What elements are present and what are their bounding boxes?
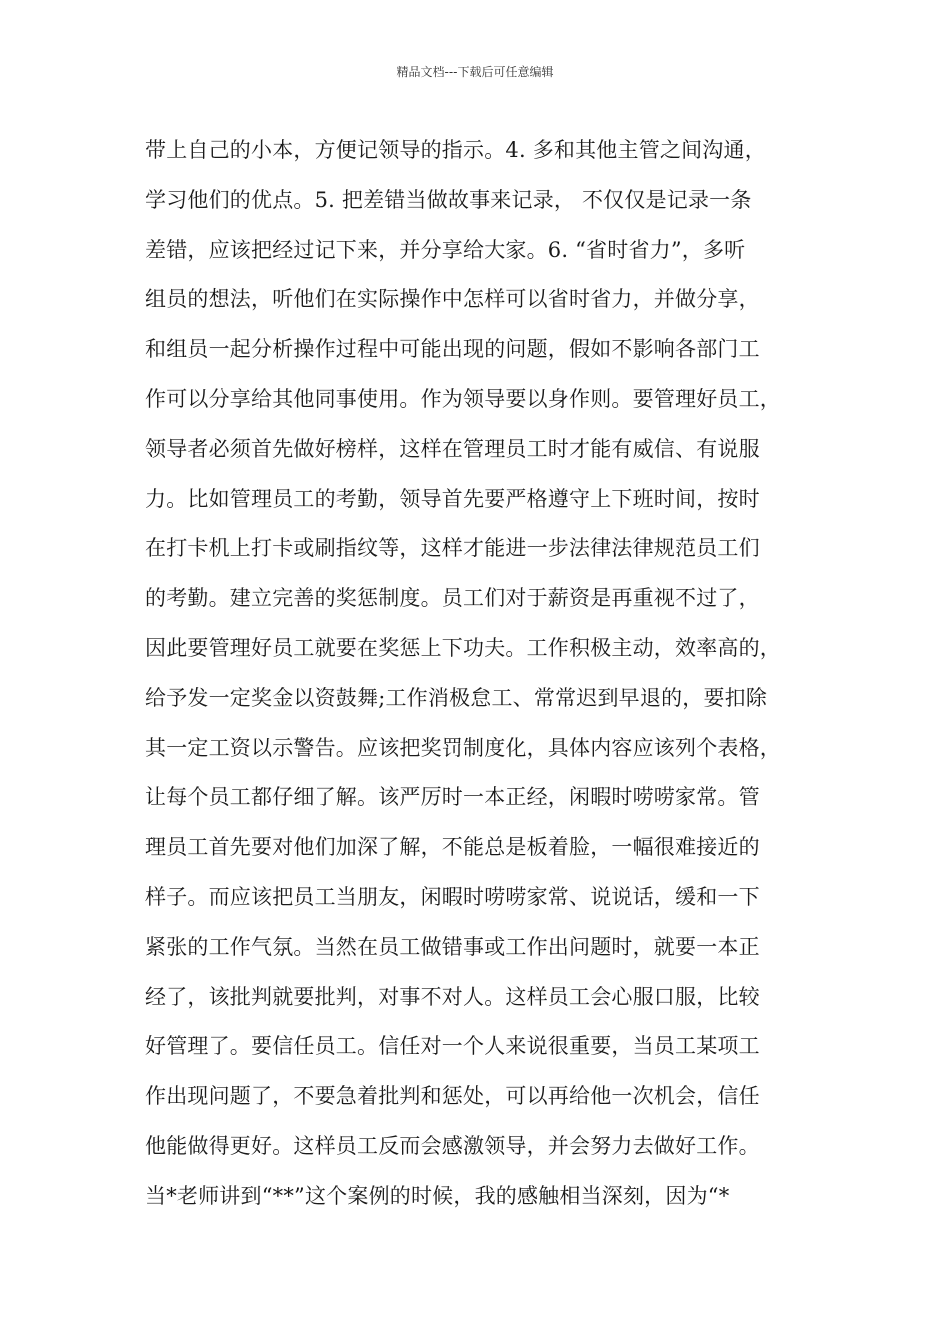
text-line: 组员的想法，听他们在实际操作中怎样可以省时省力，并做分享， — [145, 287, 760, 312]
body-text — [145, 126, 820, 1222]
text-line: 紧张的工作气氛。当然在员工做错事或工作出问题时，就要一本正 — [145, 934, 760, 959]
text-line: 给予发一定奖金以资鼓舞;工作消极怠工、常常迟到早退的，要扣除 — [145, 685, 768, 710]
text-line: 经了，该批判就要批判，对事不对人。这样员工会心服口服，比较 — [145, 984, 760, 1009]
text-line: 因此要管理好员工就要在奖惩上下功夫。工作积极主动，效率高的， — [145, 635, 781, 660]
text-line: 带上自己的小本，方便记领导的指示。4. 多和其他主管之间沟通， — [145, 138, 766, 162]
text-line: 好管理了。要信任员工。信任对一个人来说很重要，当员工某项工 — [145, 1034, 760, 1059]
text-line: 在打卡机上打卡或刷指纹等，这样才能进一步法律法律规范员工们 — [145, 536, 760, 561]
text-line: 作可以分享给其他同事使用。作为领导要以身作则。要管理好员工， — [145, 386, 781, 411]
text-line: 理员工首先要对他们加深了解，不能总是板着脸，一幅很难接近的 — [145, 835, 760, 860]
text-line: 他能做得更好。这样员工反而会感激领导，并会努力去做好工作。 — [145, 1133, 760, 1158]
text-line: 当*老师讲到“**”这个案例的时候，我的感触相当深刻，因为“* — [145, 1183, 730, 1208]
text-line: 学习他们的优点。5. 把差错当做故事来记录， 不仅仅是记录一条 — [145, 187, 752, 212]
text-line: 其一定工资以示警告。应该把奖罚制度化，具体内容应该列个表格， — [145, 735, 781, 760]
page-header: 精品文档---下载后可任意编辑 — [396, 65, 554, 79]
text-line: 的考勤。建立完善的奖惩制度。员工们对于薪资是再重视不过了， — [145, 586, 760, 611]
text-line: 和组员一起分析操作过程中可能出现的问题，假如不影响各部门工 — [145, 337, 760, 362]
text-line: 力。比如管理员工的考勤，领导首先要严格遵守上下班时间，按时 — [145, 486, 760, 511]
text-line: 作出现问题了，不要急着批判和惩处，可以再给他一次机会，信任 — [145, 1084, 760, 1109]
text-line: 领导者必须首先做好榜样，这样在管理员工时才能有威信、有说服 — [145, 436, 760, 461]
text-line: 样子。而应该把员工当朋友，闲暇时唠唠家常、说说话，缓和一下 — [145, 884, 760, 909]
text-line: 让每个员工都仔细了解。该严厉时一本正经，闲暇时唠唠家常。管 — [145, 785, 760, 810]
text-line: 差错，应该把经过记下来，并分享给大家。6. “省时省力”，多听 — [145, 237, 746, 262]
